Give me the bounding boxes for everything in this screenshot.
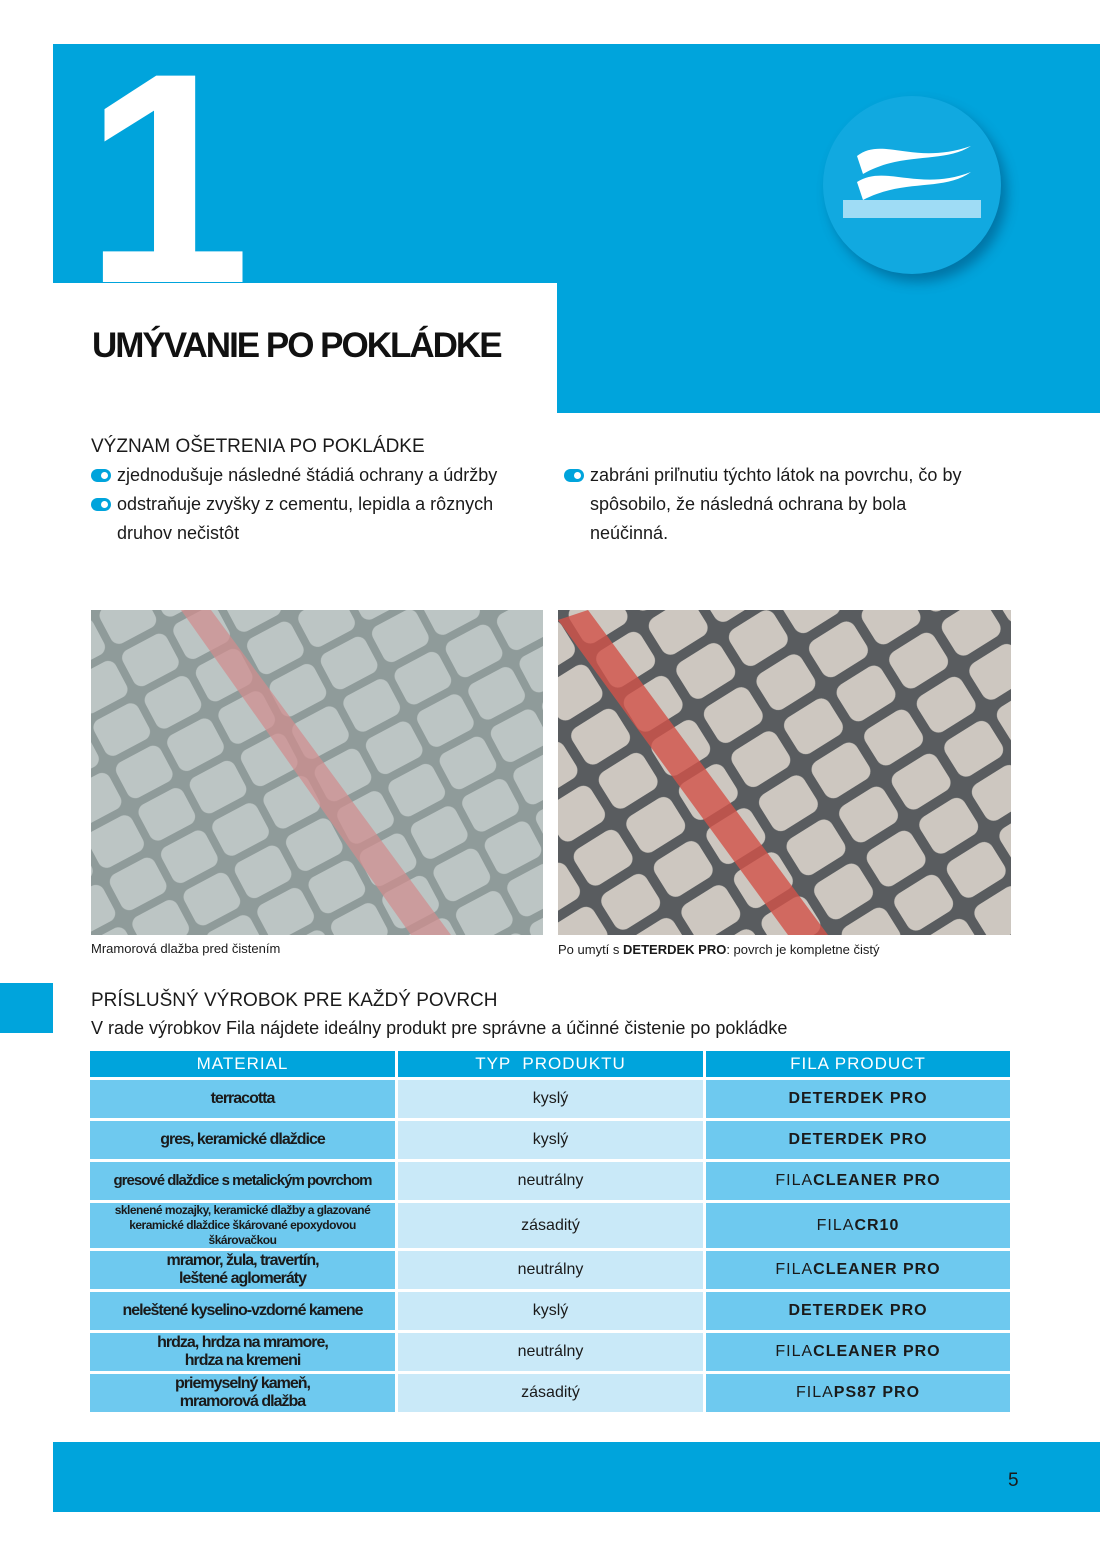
- product-prefix: FILA: [775, 1261, 814, 1278]
- caption-before: Mramorová dlažba pred čistením: [91, 941, 281, 956]
- product-name: CLEANER PRO: [813, 1172, 941, 1189]
- water-waves-icon: [823, 96, 1001, 274]
- bullet-icon: [564, 469, 584, 482]
- page-title: UMÝVANIE PO POKLÁDKE: [92, 326, 501, 365]
- type-cell: zásaditý: [398, 1203, 703, 1248]
- product-name: DETERDEK PRO: [788, 1302, 928, 1319]
- product-name: PS87 PRO: [833, 1384, 921, 1401]
- product-name: DETERDEK PRO: [788, 1090, 928, 1107]
- table-header-row: [90, 1051, 1010, 1077]
- chapter-number: 1: [84, 10, 241, 346]
- table-row: [90, 1292, 1010, 1330]
- bullet-icon: [91, 469, 111, 482]
- section-heading-importance: VÝZNAM OŠETRENIA PO POKLÁDKE: [91, 436, 425, 457]
- material-cell: terracotta: [90, 1080, 395, 1118]
- product-cell: [706, 1203, 1010, 1248]
- table-row: [90, 1374, 1010, 1412]
- product-prefix: FILA: [775, 1172, 814, 1189]
- product-name: CLEANER PRO: [813, 1343, 941, 1360]
- product-table: [87, 1048, 1013, 1415]
- column-header-type: TYP PRODUKTU: [398, 1051, 703, 1077]
- product-cell: [706, 1292, 1010, 1330]
- product-prefix: FILA: [775, 1343, 814, 1360]
- side-tab: [0, 983, 53, 1033]
- type-cell: neutrálny: [398, 1162, 703, 1200]
- header-band-lower: [557, 283, 1100, 413]
- bullet-text: zabráni priľnutiu týchto látok na povrchu, čo by spôsobilo, že následná ochrana by bola neúčinná.: [590, 465, 962, 543]
- product-name: DETERDEK PRO: [788, 1131, 928, 1148]
- type-cell: neutrálny: [398, 1333, 703, 1371]
- product-cell: [706, 1080, 1010, 1118]
- caption-after-prefix: Po umytí s: [558, 942, 624, 957]
- caption-after-suffix: : povrch je kompletne čistý: [726, 942, 880, 957]
- bullet-list-left: [91, 461, 521, 548]
- bullet-text: zjednodušuje následné štádiá ochrany a údržby: [117, 465, 498, 485]
- caption-after: [558, 942, 880, 957]
- material-cell: priemyselný kameň, mramorová dlažba: [90, 1374, 395, 1412]
- product-name: CLEANER PRO: [813, 1261, 941, 1278]
- column-header-material: MATERIAL: [90, 1051, 395, 1077]
- caption-after-product: DETERDEK PRO: [623, 942, 727, 957]
- product-prefix: FILA: [795, 1384, 834, 1401]
- material-cell: sklenené mozajky, keramické dlažby a glazované keramické dlaždice škárované epoxydovou škárovačkou: [90, 1203, 395, 1248]
- table-row: [90, 1080, 1010, 1118]
- type-cell: kyslý: [398, 1080, 703, 1118]
- type-cell: neutrálny: [398, 1251, 703, 1289]
- material-cell: gres, keramické dlaždice: [90, 1121, 395, 1159]
- section-subheading: V rade výrobkov Fila nájdete ideálny produkt pre správne a účinné čistenie po pokládke: [91, 1018, 788, 1038]
- section-heading-products: PRÍSLUŠNÝ VÝROBOK PRE KAŽDÝ POVRCH: [91, 990, 498, 1011]
- page-number: 5: [1008, 1470, 1019, 1491]
- product-prefix: FILA: [816, 1216, 855, 1234]
- product-cell: [706, 1374, 1010, 1412]
- material-cell: neleštené kyselino-vzdorné kamene: [90, 1292, 395, 1330]
- material-cell: hrdza, hrdza na mramore, hrdza na kremeni: [90, 1333, 395, 1371]
- list-item: [91, 490, 521, 548]
- table-row: [90, 1203, 1010, 1248]
- bullet-list-right: [564, 461, 994, 548]
- material-cell: gresové dlaždice s metalickým povrchom: [90, 1162, 395, 1200]
- table-row: [90, 1251, 1010, 1289]
- list-item: [91, 461, 521, 490]
- column-header-product: FILA PRODUCT: [706, 1051, 1010, 1077]
- photo-after-cleaning: [558, 610, 1011, 935]
- list-item: [564, 461, 994, 548]
- bullet-icon: [91, 498, 111, 511]
- photo-before-cleaning: [91, 610, 543, 935]
- product-cell: [706, 1121, 1010, 1159]
- bullet-text: odstraňuje zvyšky z cementu, lepidla a rôznych druhov nečistôt: [117, 494, 494, 543]
- type-cell: kyslý: [398, 1121, 703, 1159]
- table-row: [90, 1121, 1010, 1159]
- material-cell: mramor, žula, travertín, leštené aglomeráty: [90, 1251, 395, 1289]
- table-row: [90, 1333, 1010, 1371]
- type-cell: kyslý: [398, 1292, 703, 1330]
- footer-band: [53, 1442, 1100, 1512]
- product-name: CR10: [854, 1216, 900, 1234]
- product-cell: [706, 1162, 1010, 1200]
- type-cell: zásaditý: [398, 1374, 703, 1412]
- product-cell: [706, 1251, 1010, 1289]
- table-row: [90, 1162, 1010, 1200]
- product-cell: [706, 1333, 1010, 1371]
